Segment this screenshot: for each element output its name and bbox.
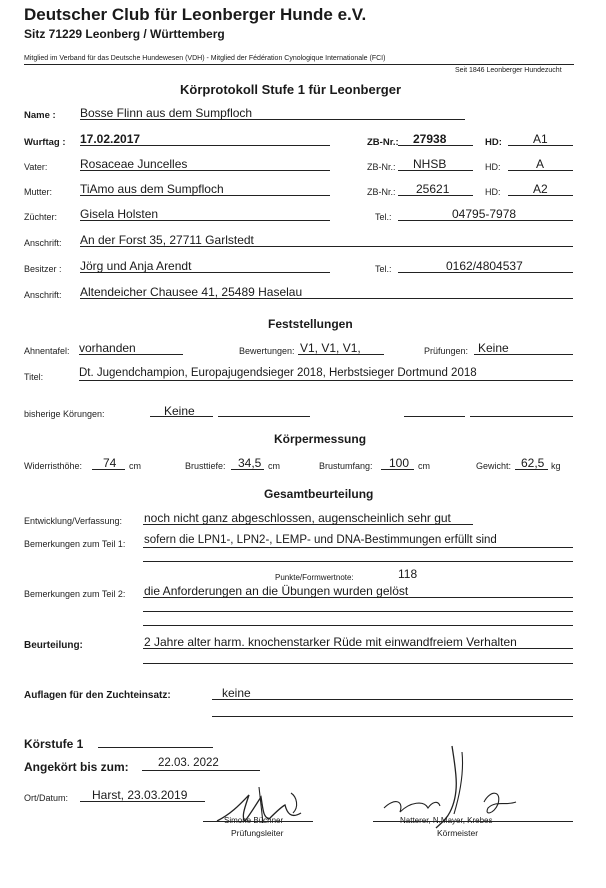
sire-label: Vater: (24, 162, 48, 172)
master-role: Körmeister (437, 828, 479, 838)
place-line (80, 801, 205, 802)
owner-label: Besitzer : (24, 264, 62, 274)
chest-depth-label: Brusttiefe: (185, 461, 226, 471)
chest-depth-line (231, 469, 264, 470)
remarks2-value: die Anforderungen an die Übungen wurden gelöst (144, 584, 409, 598)
owner-tel-label: Tel.: (375, 264, 392, 274)
prev-line-3 (404, 416, 465, 417)
development-label: Entwicklung/Verfassung: (24, 516, 123, 526)
withers-line (92, 469, 125, 470)
remarks2-line-1 (143, 597, 573, 598)
dam-zb-label: ZB-Nr.: (367, 187, 396, 197)
conditions-line-2 (212, 716, 573, 717)
whelp-line (80, 145, 330, 146)
breeder-address: An der Forst 35, 27711 Garlstedt (80, 233, 254, 247)
prev-gradings-label: bisherige Körungen: (24, 409, 105, 419)
remarks2-line-3 (143, 625, 573, 626)
dam-line (80, 195, 330, 196)
until-line (142, 770, 260, 771)
remarks1-value: sofern die LPN1-, LPN2-, LEMP- und DNA-Bestimmungen erfüllt sind (144, 534, 497, 546)
sire-zb-label: ZB-Nr.: (367, 162, 396, 172)
points-value: 118 (398, 567, 418, 581)
sire-hd: A (536, 157, 545, 171)
chest-girth-value: 100 (389, 456, 410, 470)
assessment-line-1 (143, 648, 573, 649)
titles-value: Dt. Jugendchampion, Europajugendsieger 2018, Herbstsieger Dortmund 2018 (79, 367, 477, 379)
measure-heading: Körpermessung (274, 432, 367, 446)
level-line (98, 747, 213, 748)
place-value: Harst, 23.03.2019 (92, 788, 188, 802)
dam-name: TiAmo aus dem Sumpfloch (80, 182, 224, 196)
withers-unit: cm (129, 461, 141, 471)
breeder-address-label: Anschrift: (24, 238, 62, 248)
owner-line (80, 272, 330, 273)
conditions-label: Auflagen für den Zuchteinsatz: (24, 690, 171, 701)
assessment-line-2 (143, 663, 573, 664)
withers-value: 74 (103, 456, 117, 470)
findings-heading: Feststellungen (268, 317, 353, 331)
titles-line (79, 380, 573, 381)
ratings-label: Bewertungen: (239, 346, 295, 356)
sire-hd-label: HD: (485, 162, 501, 172)
remarks2-label: Bemerkungen zum Teil 2: (24, 589, 126, 599)
breeder-line (80, 220, 330, 221)
titles-label: Titel: (24, 372, 44, 382)
breeder-tel: 04795-7978 (452, 207, 517, 221)
remarks1-line-2 (143, 561, 573, 562)
pedigree-line (79, 354, 183, 355)
remarks1-line-1 (143, 547, 573, 548)
breeder-name: Gisela Holsten (80, 207, 159, 221)
prev-line-2 (218, 416, 310, 417)
withers-label: Widerristhöhe: (24, 461, 83, 471)
whelp-label: Wurftag : (24, 137, 66, 148)
breeder-tel-label: Tel.: (375, 212, 392, 222)
prev-line-1 (150, 416, 213, 417)
dam-hd-line (508, 195, 573, 196)
dam-label: Mutter: (24, 187, 53, 197)
weight-line (515, 469, 548, 470)
chest-girth-line (381, 469, 414, 470)
level-label: Körstufe 1 (24, 737, 84, 751)
tests-value: Keine (478, 341, 509, 355)
zb-value: 27938 (413, 132, 447, 146)
conditions-line-1 (212, 699, 573, 700)
header-rule (24, 64, 574, 65)
prev-gradings-value: Keine (164, 404, 195, 418)
sire-name: Rosaceae Juncelles (80, 157, 188, 171)
breeder-label: Züchter: (24, 212, 58, 222)
owner-address-line (80, 298, 573, 299)
since-note: Seit 1846 Leonberger Hundezucht (455, 67, 562, 74)
chest-depth-value: 34,5 (238, 456, 262, 470)
dam-zb: 25621 (416, 182, 450, 196)
chest-depth-unit: cm (268, 461, 280, 471)
breeder-address-line (80, 246, 573, 247)
development-value: noch nicht ganz abgeschlossen, augenscheinlich sehr gut (144, 511, 451, 525)
name-line (80, 119, 465, 120)
form-title: Körprotokoll Stufe 1 für Leonberger (180, 82, 402, 97)
prev-line-4 (470, 416, 573, 417)
chest-girth-unit: cm (418, 461, 430, 471)
overall-heading: Gesamtbeurteilung (264, 487, 374, 501)
until-value: 22.03. 2022 (158, 757, 219, 769)
owner-tel-line (398, 272, 573, 273)
whelp-date: 17.02.2017 (80, 132, 141, 146)
sire-zb: NHSB (413, 157, 447, 171)
zb-line (398, 145, 473, 146)
until-label: Angekört bis zum: (24, 760, 129, 774)
master-names: Natterer, N.Mayer, Krebes (400, 816, 493, 825)
weight-unit: kg (551, 461, 561, 471)
sire-line (80, 170, 330, 171)
sire-zb-line (398, 170, 473, 171)
dam-hd: A2 (533, 182, 548, 196)
dog-name: Bosse Flinn aus dem Sumpfloch (80, 106, 253, 120)
owner-tel: 0162/4804537 (446, 259, 523, 273)
judge-role: Prüfungsleiter (231, 828, 284, 838)
place-label: Ort/Datum: (24, 793, 69, 803)
judge-name: Simone Büchner (224, 816, 284, 825)
remarks2-line-2 (143, 611, 573, 612)
dam-hd-label: HD: (485, 187, 501, 197)
name-label: Name : (24, 110, 56, 121)
pedigree-label: Ahnentafel: (24, 346, 70, 356)
membership-note: Mitglied im Verband für das Deutsche Hundewesen (VDH) - Mitglied der Fédération Cynologique Internationale (FCI) (24, 55, 386, 62)
tests-line (474, 354, 573, 355)
zb-label: ZB-Nr.: (367, 137, 399, 148)
breeder-tel-line (398, 220, 573, 221)
conditions-value: keine (222, 686, 251, 700)
hd-label: HD: (485, 137, 502, 148)
sire-hd-line (508, 170, 573, 171)
chest-girth-label: Brustumfang: (319, 461, 373, 471)
ratings-value: V1, V1, V1, (300, 341, 361, 355)
hd-value: A1 (533, 132, 548, 146)
assessment-label: Beurteilung: (24, 640, 83, 651)
hd-line (508, 145, 573, 146)
points-label: Punkte/Formwertnote: (275, 573, 354, 582)
assessment-value: 2 Jahre alter harm. knochenstarker Rüde mit einwandfreiem Verhalten (144, 635, 517, 649)
tests-label: Prüfungen: (424, 346, 469, 356)
owner-address-label: Anschrift: (24, 290, 62, 300)
judge-signature (205, 783, 315, 833)
owner-name: Jörg und Anja Arendt (80, 259, 192, 273)
ratings-line (298, 354, 384, 355)
remarks1-label: Bemerkungen zum Teil 1: (24, 539, 126, 549)
club-name: Deutscher Club für Leonberger Hunde e.V. (24, 5, 367, 24)
development-line (143, 524, 473, 525)
dam-zb-line (398, 195, 473, 196)
weight-value: 62,5 (521, 456, 545, 470)
pedigree-value: vorhanden (79, 341, 136, 355)
club-seat: Sitz 71229 Leonberg / Württemberg (24, 27, 225, 41)
weight-label: Gewicht: (476, 461, 512, 471)
owner-address: Altendeicher Chausee 41, 25489 Haselau (80, 285, 303, 299)
